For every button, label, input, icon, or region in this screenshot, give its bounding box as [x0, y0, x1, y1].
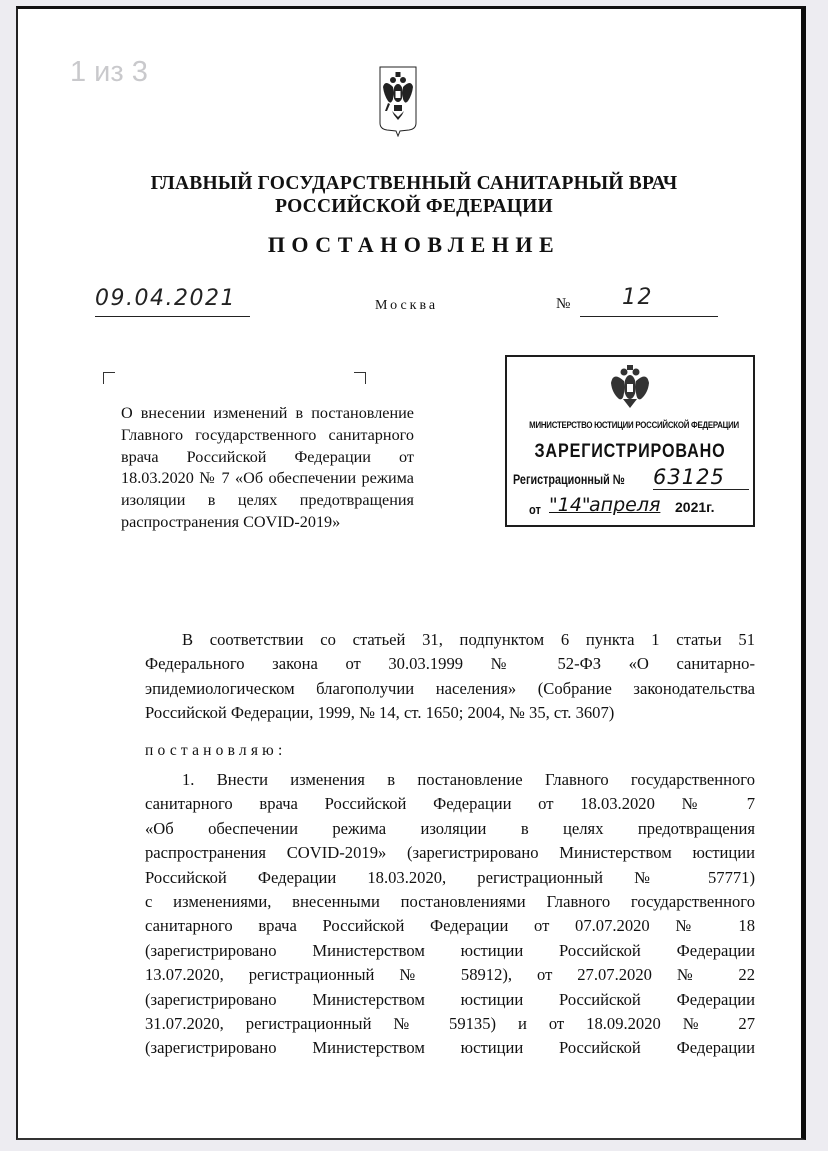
item-line: 31.07.2020, регистрационный № 59135) и от 18.09.2020 № 27: [145, 1014, 755, 1034]
item-line: с изменениями, внесенными постановлениями Главного государственного: [145, 892, 755, 912]
stamp-day: "14": [549, 494, 591, 516]
stamp-year: 2021г.: [675, 499, 715, 515]
document-number-label: №: [556, 296, 571, 312]
resolve-word: постановляю:: [145, 742, 287, 759]
item-line: санитарного врача Российской Федерации от 18.03.2020 № 7: [145, 794, 755, 814]
preamble-line: В соответствии со статьей 31, подпунктом 6 пункта 1 статьи 51: [182, 630, 755, 649]
document-date-field: [95, 288, 250, 317]
item-line: распространения COVID-2019» (зарегистрировано Министерством юстиции: [145, 843, 755, 863]
document-subject: О внесении изменений в постановление Главного государственного санитарного врача Российской Федерации от 18.03.2020 № 7 «Об обеспечении режима изоляции в целях предотвращения распространения COVID-2019»: [121, 404, 414, 531]
preamble-line: эпидемиологическом благополучии населения» (Собрание законодательства: [145, 678, 755, 698]
stamp-ministry: МИНИСТЕРСТВО ЮСТИЦИИ РОССИЙСКОЙ ФЕДЕРАЦИИ: [529, 420, 739, 431]
subject-bracket-right: [354, 372, 366, 384]
preamble-line: Федерального закона от 30.03.1999 № 52-ФЗ «О санитарно-: [145, 654, 755, 674]
russian-coat-of-arms-icon: [379, 65, 417, 137]
stamp-coat-of-arms-icon: [609, 365, 651, 409]
stamp-month: апреля: [589, 494, 661, 516]
item-line: (зарегистрировано Министерством юстиции Российской Федерации: [145, 989, 755, 1009]
stamp-status: ЗАРЕГИСТРИРОВАНО: [534, 441, 726, 462]
registration-stamp: [505, 355, 755, 527]
subject-bracket-left: [103, 372, 115, 384]
issuer-header-line2: РОССИЙСКОЙ ФЕДЕРАЦИИ: [275, 196, 553, 217]
document-number-field: [580, 285, 718, 317]
document-number: 12: [622, 285, 653, 310]
document-city: Москва: [375, 298, 439, 313]
page-indicator: 1 из 3: [70, 56, 148, 88]
stamp-from-label: от: [529, 502, 541, 517]
item-line: санитарного врача Российской Федерации от 07.07.2020 № 18: [145, 916, 755, 936]
item-1-paragraph: [145, 768, 755, 1061]
item-line: 13.07.2020, регистрационный № 58912), от 27.07.2020 № 22: [145, 965, 755, 985]
document-date: 09.04.2021: [95, 286, 236, 311]
item-line: (зарегистрировано Министерством юстиции Российской Федерации: [145, 1038, 755, 1058]
stamp-reg-number: 63125: [653, 465, 749, 490]
preamble-line: Российской Федерации, 1999, № 14, ст. 1650; 2004, № 35, ст. 3607): [145, 703, 615, 723]
item-line: «Об обеспечении режима изоляции в целях предотвращения: [145, 818, 755, 838]
issuer-header-line1: ГЛАВНЫЙ ГОСУДАРСТВЕННЫЙ САНИТАРНЫЙ ВРАЧ: [150, 173, 678, 194]
item-line: 1. Внести изменения в постановление Главного государственного: [182, 770, 755, 789]
item-line: (зарегистрировано Министерством юстиции Российской Федерации: [145, 940, 755, 960]
preamble-paragraph: [145, 628, 755, 726]
item-line: Российской Федерации 18.03.2020, регистрационный № 57771): [145, 867, 755, 887]
stamp-reg-label: Регистрационный №: [513, 472, 625, 487]
document-title: ПОСТАНОВЛЕНИЕ: [267, 232, 561, 257]
